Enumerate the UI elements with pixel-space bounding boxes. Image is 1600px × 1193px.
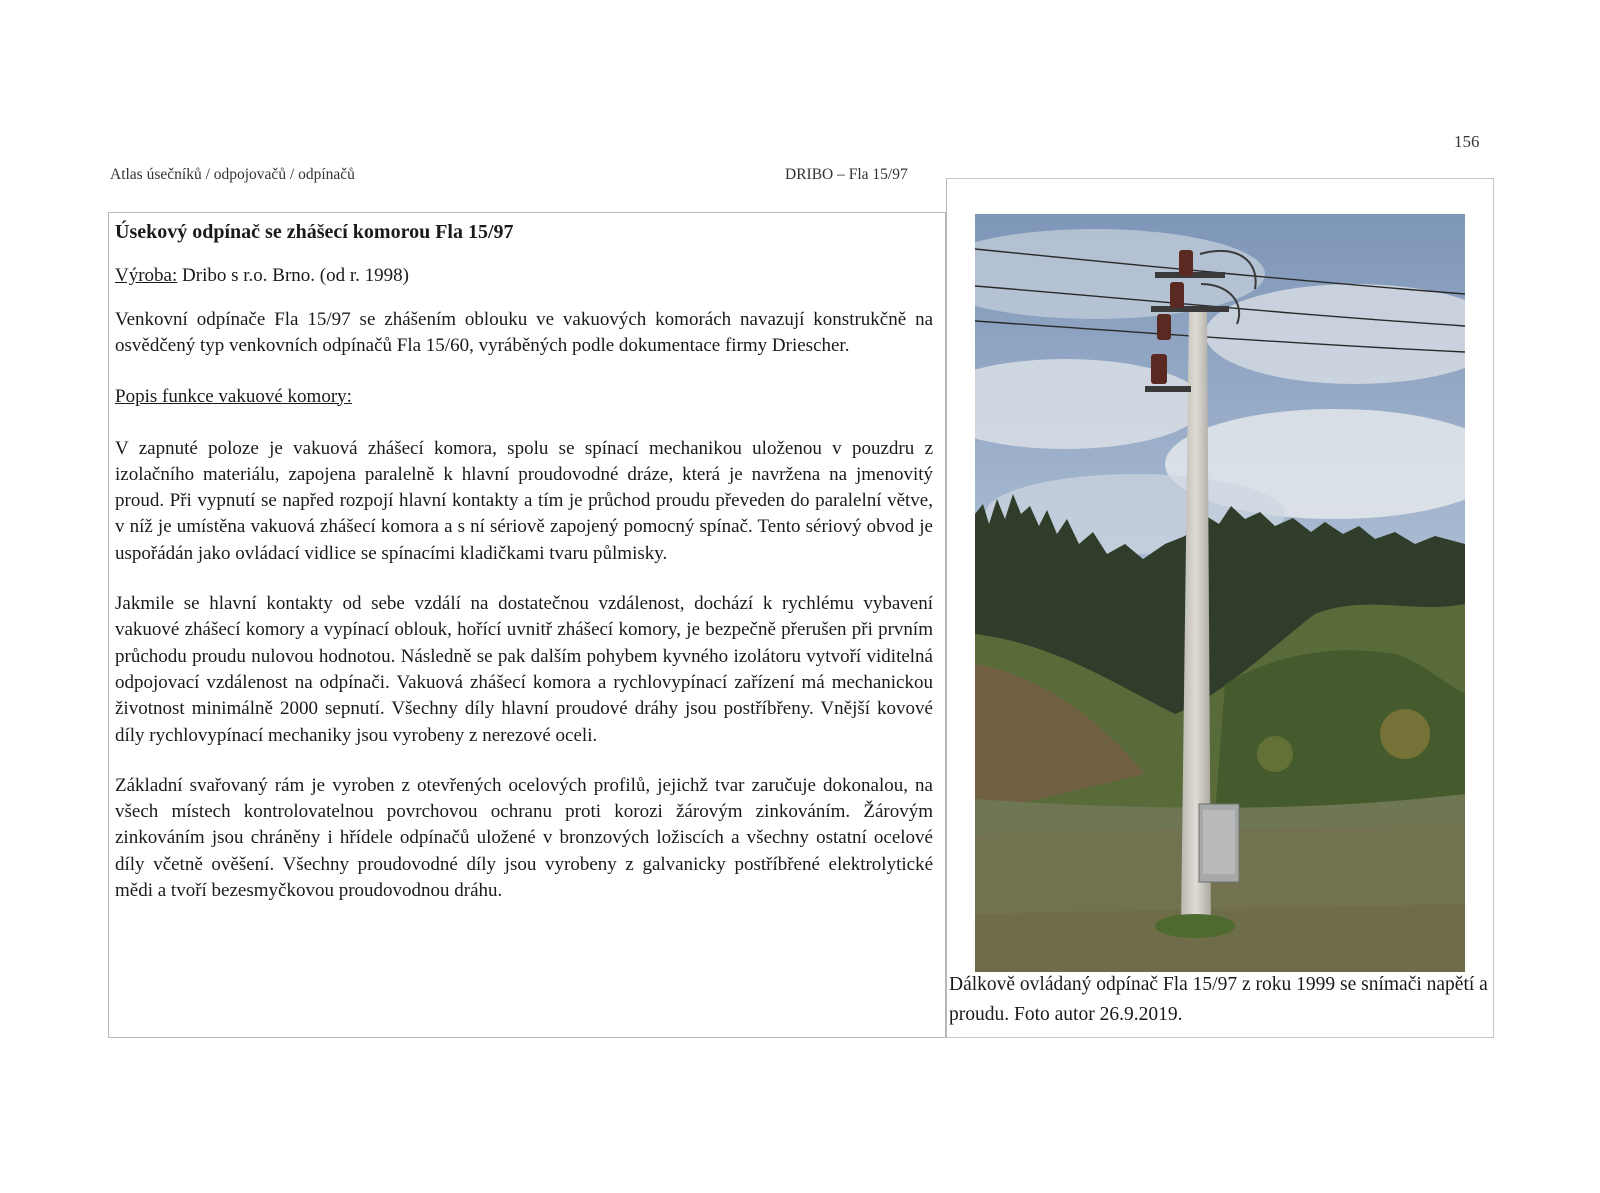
paragraph-2: Jakmile se hlavní kontakty od sebe vzdálí na dostatečnou vzdálenost, dochází k rychlému vybavení vakuové zhášecí komory a vypínací oblouk, hořící uvnitř zhášecí komory, je bezpečně přerušen při prvním průchodu proudu nulovou hodnotou. Následně se pak dalším pohybem kyvného izolátoru vytvoří viditelná odpojovací vzdálenost na odpínači. Vakuová zhášecí komora a rychlovypínací zařízení má mechanickou životnost minimálně 2000 sepnutí. Všechny díly hlavní proudové dráhy jsou postříbřeny. Vnější kovové díly rychlovypínací mechaniky jsou vyrobeny z nerezové oceli. [115, 593, 933, 746]
section-heading: Popis funkce vakuové komory: [115, 385, 352, 407]
article-text-box [108, 212, 946, 1038]
running-header-left: Atlas úsečníků / odpojovačů / odpínačů [110, 166, 355, 183]
manufacturer-value: Dribo s r.o. Brno. (od r. 1998) [177, 265, 409, 286]
paragraph-1: V zapnuté poloze je vakuová zhášecí komora, spolu se spínací mechanikou uloženou v pouzdru z izolačního materiálu, zapojena paralelně k hlavní proudovodné dráze, která je navržena na jmenovitý proud. Při vypnutí se napřed rozpojí hlavní kontakty a tím je průchod proudu převeden do paralelní větve, v níž je umístěna vakuová zhášecí komora a s ní sériově zapojený pomocný spínač. Tento sériový obvod je uspořádán jako ovládací vidlice se spínacími kladičkami tvaru půlmisky. [115, 437, 933, 564]
intro-paragraph: Venkovní odpínače Fla 15/97 se zhášením oblouku ve vakuových komorách navazují konstrukčně na osvědčený typ venkovních odpínačů Fla 15/60, vyráběných podle dokumentace firmy Driescher. [115, 309, 933, 357]
manufacturer-line [115, 263, 933, 289]
article-title: Úsekový odpínač se zhášecí komorou Fla 15/97 [115, 221, 514, 243]
figure-caption: Dálkově ovládaný odpínač Fla 15/97 z roku 1999 se snímači napětí a proudu. Foto autor 26.9.2019. [949, 974, 1488, 1025]
paragraph-3: Základní svařovaný rám je vyroben z otevřených ocelových profilů, jejichž tvar zaručuje dokonalou, na všech místech kontrolovatelnou povrchovou ochranu proti korozi žárovým zinkováním. Žárovým zinkováním jsou chráněny i hřídele odpínačů uložené v bronzových ložiscích a všechny ostatní ocelové díly včetně ověšení. Všechny proudovodné díly jsou vyrobeny z galvanicky postříbřené elektrolytické mědi a tvoří bezesmyčkovou proudovodnou dráhu. [115, 774, 933, 902]
power-pole-photo [975, 214, 1465, 972]
page-number: 156 [1454, 132, 1480, 151]
running-header-center: DRIBO – Fla 15/97 [785, 166, 908, 183]
manufacturer-label: Výroba: [115, 265, 178, 286]
